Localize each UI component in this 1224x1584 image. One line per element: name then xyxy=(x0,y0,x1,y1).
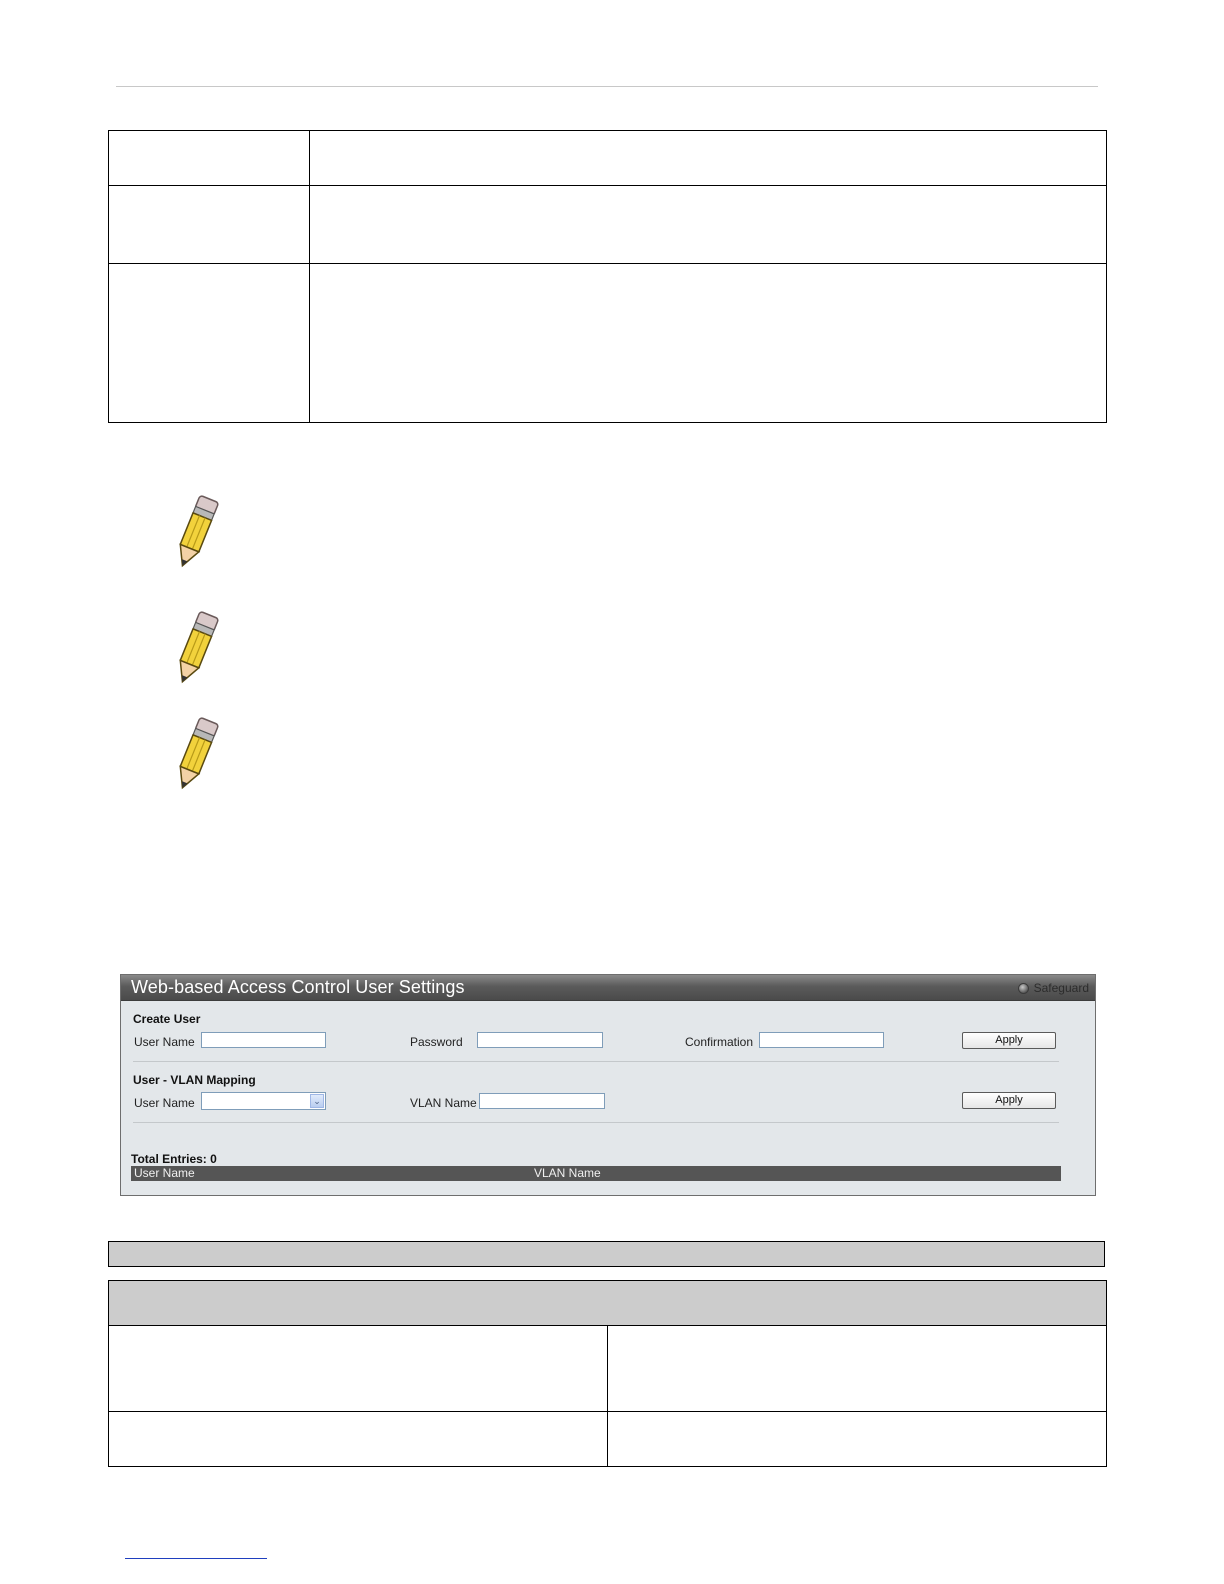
confirmation-input[interactable] xyxy=(759,1032,884,1048)
parameter-table-top xyxy=(108,130,1107,423)
wac-user-settings-panel xyxy=(120,974,1096,1196)
section-bar xyxy=(108,1241,1105,1267)
pencil-note-icon xyxy=(160,490,230,574)
password-input[interactable] xyxy=(477,1032,603,1048)
footer-link-underline xyxy=(125,1558,267,1559)
vlan-name-input[interactable] xyxy=(479,1093,605,1109)
table-cell xyxy=(608,1326,1107,1412)
user-name-label: User Name xyxy=(134,1035,195,1049)
table-header-cell xyxy=(109,1281,1107,1326)
table-header-row xyxy=(109,1281,1107,1326)
create-user-heading: Create User xyxy=(133,1012,201,1026)
safeguard-label: Safeguard xyxy=(1033,981,1089,995)
create-user-apply-button[interactable]: Apply xyxy=(962,1032,1056,1049)
table-cell xyxy=(109,1412,608,1467)
parameter-table-bottom xyxy=(108,1280,1107,1467)
table-cell xyxy=(109,186,310,264)
table-cell xyxy=(109,131,310,186)
table-cell xyxy=(310,131,1107,186)
table-cell xyxy=(109,264,310,423)
panel-header xyxy=(121,975,1095,1001)
table-cell xyxy=(608,1412,1107,1467)
chevron-down-icon[interactable]: ⌄ xyxy=(310,1094,324,1108)
confirmation-label: Confirmation xyxy=(685,1035,754,1049)
pencil-note-icon xyxy=(160,712,230,796)
column-header-user-name: User Name xyxy=(134,1166,195,1180)
table-row xyxy=(109,1412,1107,1467)
table-row xyxy=(109,1326,1107,1412)
header-rule xyxy=(116,86,1098,87)
column-header-vlan-name: VLAN Name xyxy=(534,1166,601,1180)
pencil-note-icon xyxy=(160,606,230,690)
section-divider xyxy=(133,1122,1059,1123)
table-cell xyxy=(310,264,1107,423)
safeguard-indicator xyxy=(1018,981,1089,995)
vlan-mapping-apply-button[interactable]: Apply xyxy=(962,1092,1056,1109)
mapping-user-name-select[interactable] xyxy=(201,1092,326,1110)
user-name-input[interactable] xyxy=(201,1032,326,1048)
vlan-name-label: VLAN Name xyxy=(410,1096,477,1110)
total-entries: Total Entries: 0 xyxy=(131,1152,217,1166)
table-row xyxy=(109,186,1107,264)
results-table-header xyxy=(131,1166,1061,1181)
table-cell xyxy=(109,1326,608,1412)
mapping-user-name-label: User Name xyxy=(134,1096,195,1110)
section-divider xyxy=(133,1061,1059,1062)
safeguard-indicator-icon xyxy=(1018,983,1029,994)
password-label: Password xyxy=(410,1035,463,1049)
page-title: Web-based Access Control User Settings xyxy=(131,977,465,997)
table-cell xyxy=(310,186,1107,264)
vlan-mapping-heading: User - VLAN Mapping xyxy=(133,1073,256,1087)
table-row xyxy=(109,264,1107,423)
table-row xyxy=(109,131,1107,186)
